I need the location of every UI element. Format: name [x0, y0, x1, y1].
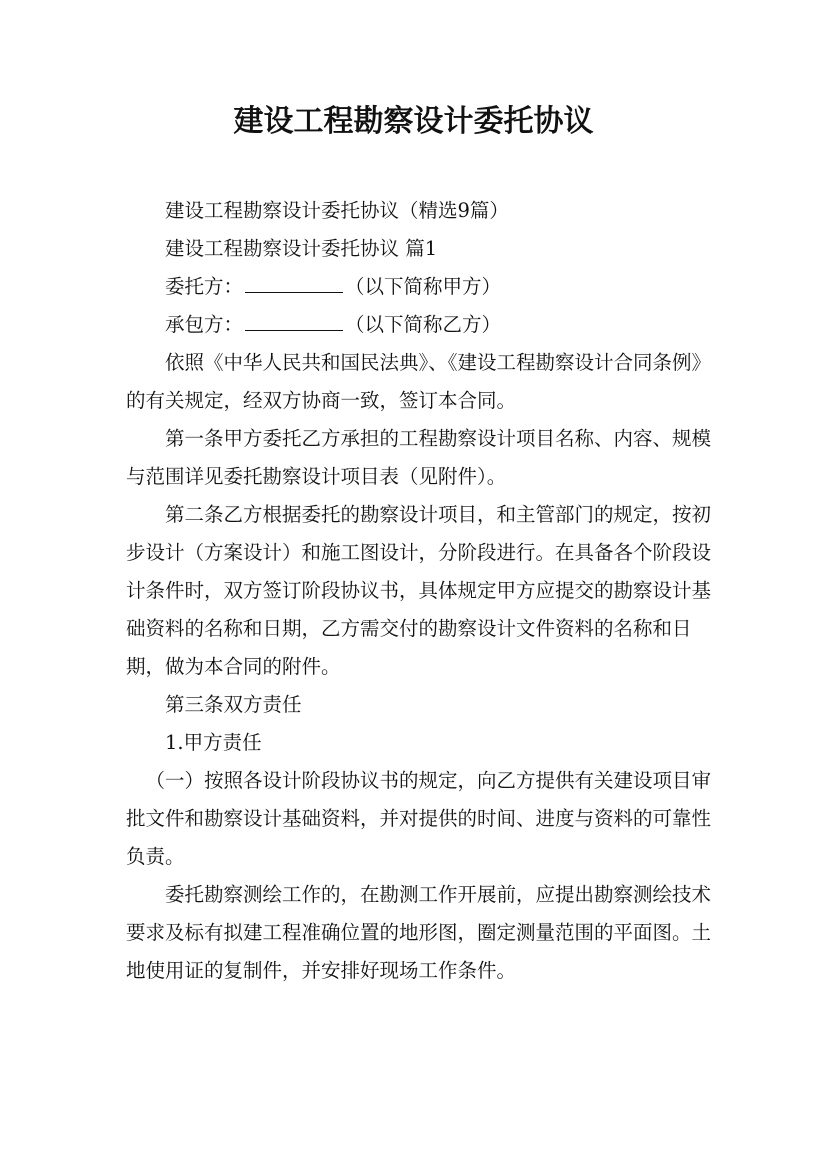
- paragraph-article-1: 第一条甲方委托乙方承担的工程勘察设计项目名称、内容、规模与范围详见委托勘察设计项目表（见附件）。: [126, 427, 712, 488]
- client-label: 委托方：: [165, 275, 244, 298]
- paragraph-contractor-line: [126, 306, 716, 344]
- contractor-suffix: （以下简称乙方）: [345, 313, 502, 336]
- paragraph-legal-basis: 依照《中华人民共和国民法典》、《建设工程勘察设计合同条例》的有关规定，经双方协商一致，签订本合同。: [126, 351, 712, 412]
- paragraph-client-line: [126, 268, 716, 306]
- client-blank-line: [245, 274, 343, 293]
- contractor-label: 承包方：: [165, 313, 244, 336]
- client-suffix: （以下简称甲方）: [345, 275, 502, 298]
- paragraph-survey-requirements: 委托勘察测绘工作的，在勘测工作开展前，应提出勘察测绘技术要求及标有拟建工程准确位置的地形图，圈定测量范围的平面图。土地使用证的复制件，并安排好现场工作条件。: [126, 883, 712, 982]
- document-body: [126, 192, 716, 990]
- contractor-blank-line: [245, 312, 343, 331]
- paragraph-collection-heading: 建设工程勘察设计委托协议（精选9篇）: [165, 199, 509, 222]
- paragraph-item-1: （一）按照各设计阶段协议书的规定，向乙方提供有关建设项目审批文件和勘察设计基础资料，并对提供的时间、进度与资料的可靠性负责。: [126, 769, 712, 868]
- paragraph-party-a-responsibility: 1.甲方责任: [165, 731, 262, 754]
- paragraph-article-heading: 建设工程勘察设计委托协议 篇1: [165, 237, 438, 260]
- document-title: 建设工程勘察设计委托协议: [233, 104, 594, 139]
- paragraph-article-2: 第二条乙方根据委托的勘察设计项目，和主管部门的规定，按初步设计（方案设计）和施工图设计，分阶段进行。在具备各个阶段设计条件时，双方签订阶段协议书，具体规定甲方应提交的勘察设计基础资料的名称和日期，乙方需交付的勘察设计文件资料的名称和日期，做为本合同的附件。: [126, 503, 712, 678]
- paragraph-article-3-heading: 第三条双方责任: [165, 693, 302, 716]
